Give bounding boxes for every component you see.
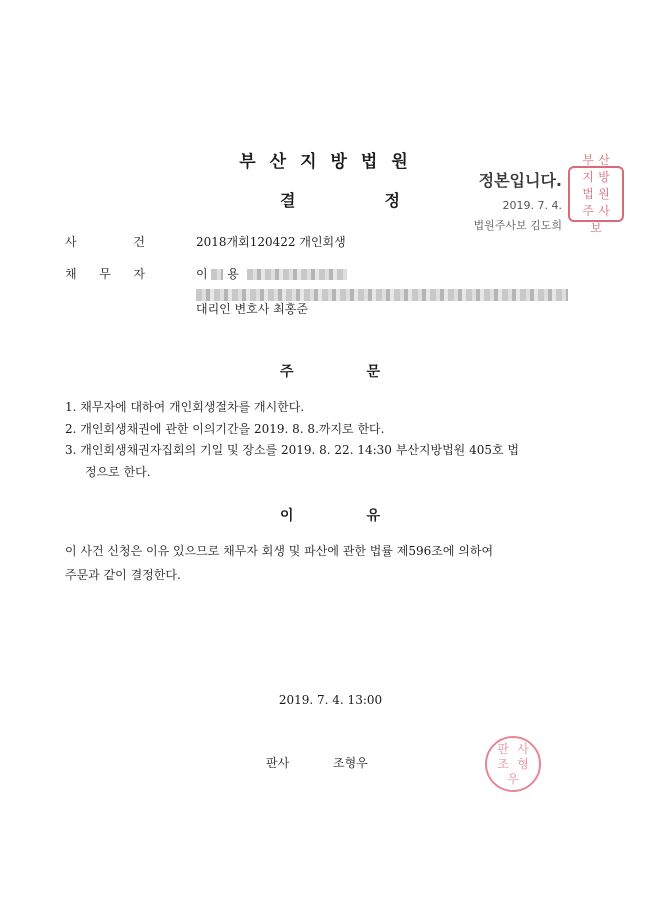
case-number: 2018개회120422 개인회생 [196, 235, 346, 249]
document-type-title [280, 188, 400, 211]
court-name: 부산지방법원 [239, 152, 422, 172]
case-label: 사 건 [65, 235, 145, 249]
order-title: 주 문 [280, 364, 380, 380]
court-clerk-seal: 부 산 지 방 법 원 주 사 보 [568, 166, 624, 222]
debtor-name: 이 용 [196, 265, 347, 282]
certification-clerk: 법원주사보 김도희 [473, 219, 562, 232]
redacted-block [247, 269, 347, 280]
reason-line-2: 주문과 같이 결정한다. [65, 568, 181, 582]
judge-name: 조형우 [333, 756, 368, 770]
order-item-3: 3. 개인회생채권자집회의 기일 및 장소를 2019. 8. 22. 14:30 부산지방법원 405호 법 [65, 443, 519, 457]
certification-date: 2019. 7. 4. [502, 199, 562, 212]
debtor-label: 채 무 자 [65, 267, 145, 281]
judge-signature [266, 754, 408, 771]
document-type-char-1: 결 [280, 191, 296, 210]
order-item-3-continued: 정으로 한다. [85, 465, 151, 479]
order-item-2: 2. 개인회생채권에 관한 이의기간을 2019. 8. 8.까지로 한다. [65, 422, 385, 436]
document-type-char-2: 정 [384, 191, 400, 210]
certified-copy-text: 정본입니다. [478, 171, 562, 190]
reason-title: 이 유 [280, 508, 380, 524]
order-item-1: 1. 채무자에 대하여 개인회생절차를 개시한다. [65, 400, 305, 414]
redacted-block [211, 269, 223, 280]
certification-block [452, 168, 562, 233]
decision-datetime: 2019. 7. 4. 13:00 [278, 693, 383, 707]
reason-line-1: 이 사건 신청은 이유 있으므로 채무자 회생 및 파산에 관한 법률 제596조에 의하여 [65, 544, 494, 558]
judge-title: 판사 [266, 756, 290, 770]
judge-seal: 판 사 조 형 우 [485, 736, 541, 792]
representative: 대리인 변호사 최홍준 [196, 302, 308, 316]
